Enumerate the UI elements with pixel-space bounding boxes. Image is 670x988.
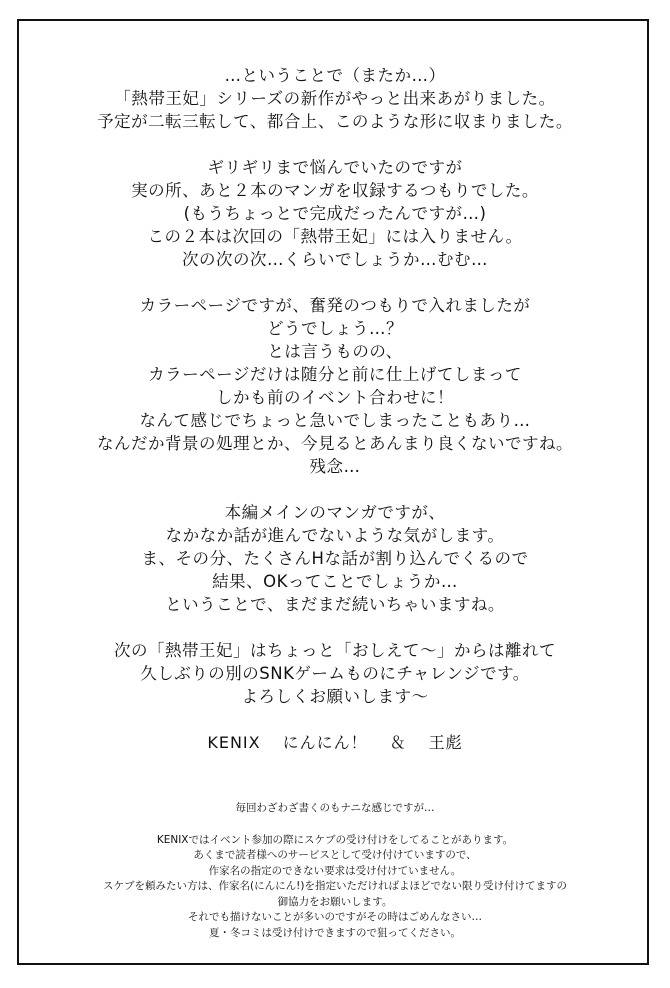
text-line: 次の次の次…くらいでしょうか…むむ… (182, 250, 488, 269)
text-line: ま、その分、たくさんHな話が割り込んでくるので (141, 549, 529, 568)
text-line: どうでしょう…？ (267, 319, 403, 338)
signature-ampersand: ＆ (389, 733, 407, 752)
text-line: カラーページだけは随分と前に仕上げてしまって (148, 365, 522, 384)
text-line: 「熱帯王妃」シリーズの新作がやっと出来あがりました。 (114, 89, 556, 108)
afterword-text (20, 64, 650, 754)
note-line: あくまで読者様へのサービスとして受け付けていますので、 (193, 849, 477, 861)
text-line: 予定が二転三転して、都合上、このような形に収まりました。 (97, 112, 573, 131)
note-line: それでも描けないことが多いのですがその時はごめんなさい… (188, 911, 482, 923)
text-line: なんて感じでちょっと急いでしまったこともあり… (139, 411, 531, 430)
text-line: カラーページですが、奮発のつもりで入れましたが (139, 296, 531, 315)
text-line: この２本は次回の「熱帯王妃」には入りません。 (147, 227, 523, 246)
text-line: なかなか話が進んでないような気がします。 (165, 526, 505, 545)
note-line: 夏・冬コミは受け付けできますので狙ってください。 (209, 926, 461, 939)
text-line: 本編メインのマンガですが、 (224, 503, 446, 522)
note-line: スケブを頼みたい方は、作家名(にんにん!)を指定いただければよほどでない限り受け付けてますの (103, 880, 567, 892)
text-line: とは言うものの、 (267, 342, 403, 361)
signature-author-1: にんにん！ (282, 733, 368, 752)
signature (20, 731, 650, 754)
text-line: ギリギリまで悩んでいたのですが (207, 158, 463, 177)
note-line: KENIXではイベント参加の際にスケブの受け付けをしてることがあります。 (156, 833, 514, 846)
text-line: ということで、まだまだ続いちゃいますね。 (165, 595, 505, 614)
text-line: 結果、OKってことでしょうか… (212, 572, 458, 591)
signature-author-2: 王彪 (428, 733, 463, 752)
paragraph-5 (20, 639, 650, 708)
sketchbook-note (20, 801, 650, 941)
text-line: しかも前のイベント合わせに！ (216, 388, 454, 407)
text-line: (もうちょっとで完成だったんですが…) (183, 204, 487, 223)
paragraph-4 (20, 501, 650, 616)
text-line: なんだか背景の処理とか、今見るとあんまり良くないですね。 (97, 434, 573, 453)
note-line: 御協力をお願いします。 (277, 895, 393, 908)
text-line: 残念… (309, 457, 361, 476)
paragraph-1 (20, 64, 650, 133)
text-line: よろしくお願いします～ (241, 687, 429, 706)
text-line: …ということで（またか…） (224, 66, 446, 85)
text-line: 久しぶりの別のSNKゲームものにチャレンジです。 (140, 664, 530, 683)
paragraph-3 (20, 294, 650, 478)
text-line: 実の所、あと２本のマンガを収録するつもりでした。 (131, 181, 539, 200)
note-heading: 毎回わざわざ書くのもナニな感じですが… (235, 802, 435, 814)
signature-circle: KENIX (207, 733, 261, 752)
paragraph-2 (20, 156, 650, 271)
note-line: 作家名の指定のできない要求は受け付けていません。 (208, 864, 462, 877)
text-line: 次の「熱帯王妃」はちょっと「おしえて～」からは離れて (114, 641, 556, 660)
